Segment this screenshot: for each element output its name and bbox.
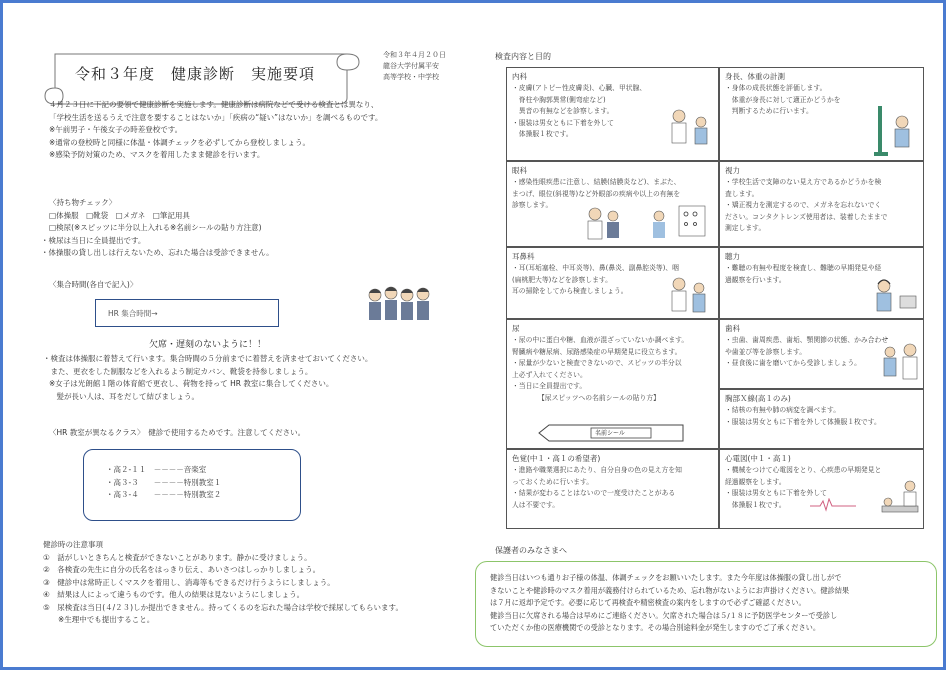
- exam-title: 歯科: [725, 324, 740, 333]
- hearing-test-illustration: [870, 276, 920, 316]
- exam-text: まつげ、眼位(斜視等)など外眼部の疾病や以上の有無を: [512, 189, 681, 198]
- exam-title: 身長、体重の計測: [725, 72, 785, 81]
- class-room-box: [83, 449, 301, 521]
- exam-text: や歯並び等を診察します。: [725, 347, 807, 356]
- exam-text: 人は不要です。: [512, 500, 560, 509]
- exam-title: 視力: [725, 166, 740, 175]
- classes-heading: 〈HR 教室が異なるクラス〉 健診で使用するためです。注意してください。: [49, 428, 306, 437]
- exam-cell-hearing: [719, 247, 924, 319]
- exam-title: 胸部Ｘ線(高１のみ): [725, 394, 791, 403]
- eye-exam-illustration: [583, 204, 713, 244]
- exam-cell-ent: [506, 247, 719, 319]
- class-room-item: ・高２-１１ －－－－音楽室: [106, 465, 207, 474]
- belongings-note: ・体操服の貸し出しは行えないため、忘れた場合は受診できません。: [41, 248, 274, 257]
- class-room-item: ・高３-４ －－－－特別教室２: [106, 490, 222, 499]
- exam-cell-ecg: [719, 449, 924, 529]
- instruction-line: ※女子は光朗館１階の体育館で更衣し、荷物を持って HR 教室に集合してください。: [49, 379, 334, 388]
- exam-text: 上必ず入れてください。: [512, 370, 587, 379]
- ent-exam-illustration: [667, 276, 713, 318]
- intro-line: ４月２３日に下記の要領で健康診断を実施します。健康診断は病院などで受ける検査とは異なり、: [49, 100, 379, 109]
- exam-text: ・耳(耳垢塞栓、中耳炎等)、鼻(鼻炎、副鼻腔炎等)、咽: [512, 264, 679, 272]
- meeting-instructions: [43, 353, 372, 403]
- exam-text: 測定します。: [725, 224, 766, 232]
- exam-text: ・機械をつけて心電図をとり、心疾患の早期発見と: [725, 466, 882, 474]
- exam-cell-dental: [719, 319, 924, 389]
- dental-exam-illustration: [880, 342, 922, 386]
- belongings-section: [41, 197, 274, 260]
- notice-line: きないことや健診時のマスク着用が義務付けられているため、忘れ物がないようにお声掛けください。健診結果: [490, 585, 850, 595]
- exam-title: 聴力: [725, 252, 740, 261]
- exam-title: 色覚(中１・高１の希望者): [512, 454, 601, 463]
- caution-item: ※生理中でも提出すること。: [43, 615, 155, 624]
- ecg-exam-illustration: [880, 480, 922, 524]
- exam-text: ・進路や職業選択にあたり、自分自身の色の見え方を知: [512, 466, 682, 474]
- exam-text: 脊柱や胸郭異常(側弯症など): [512, 95, 606, 104]
- exam-title: 内科: [512, 72, 527, 81]
- intro-line: ※午前男子・午後女子の時差登校です。: [49, 125, 183, 134]
- school-name-2: 高等学校・中学校: [383, 73, 439, 81]
- issue-date: 令和３年４月２０日: [383, 51, 446, 59]
- belongings-heading: 〈持ち物チェック〉: [49, 198, 117, 207]
- exam-text: ・学校生活で支障のない見え方であるかどうかを検: [725, 178, 882, 186]
- exam-text: 腎臓病や糖尿病、尿路感染症の早期発見に役立ちます。: [512, 347, 682, 356]
- exam-text: っておくために行います。: [512, 477, 594, 486]
- exam-text: 査します。: [725, 189, 759, 198]
- exam-text: ださい。コンタクトレンズ使用者は、装着したままで: [725, 212, 888, 221]
- exam-cell-naika: [506, 67, 719, 161]
- hr-time-box: [95, 299, 279, 327]
- cautions-heading: 健診時の注意事項: [43, 540, 103, 549]
- belongings-checklist: □体操服 □靴袋 □メガネ □筆記用具: [49, 210, 190, 220]
- cautions-section: [43, 539, 403, 627]
- intro-line: ※感染予防対策のため、マスクを着用したまま健診を行います。: [49, 150, 265, 159]
- caution-item: ③ 健診中は常時正しくマスクを着用し、消毒等もできるだけ行うようにしましょう。: [43, 577, 335, 587]
- exam-text: 経過観察をします。: [725, 477, 786, 486]
- ecg-wave-icon: [810, 498, 856, 512]
- exam-text: 体操服１枚です。: [725, 500, 786, 509]
- exam-text: ・当日に全員提出です。: [512, 382, 587, 390]
- height-scale-illustration: [872, 104, 920, 158]
- exam-title: 耳鼻科: [512, 252, 535, 261]
- meeting-heading: 〈集合時間(各自で記入)〉: [49, 280, 138, 289]
- guardians-notice: [475, 561, 937, 647]
- exam-cell-ophthalmology: [506, 161, 719, 247]
- exam-text: ・矯正視力を測定するので、メガネを忘れないでく: [725, 201, 882, 209]
- school-name-1: 龍谷大学付属平安: [383, 62, 439, 70]
- attendance-warning: 欠席・遅刻のないように！！: [149, 340, 267, 350]
- exam-text: ・服装は男女ともに下着を外して: [725, 489, 827, 497]
- exam-text: (扁桃肥大等)などを診察します。: [512, 275, 612, 284]
- intro-text: [49, 99, 382, 162]
- page-title: 令和３年度 健康診断 実施要項: [75, 65, 316, 83]
- exam-text: 体操服１枚です。: [512, 130, 573, 138]
- exam-cell-color-vision: [506, 449, 719, 529]
- exam-cell-height-weight: [719, 67, 924, 161]
- name-sticker-label: 名前シール: [595, 430, 625, 437]
- belongings-note: ・検尿は当日に全員提出です。: [41, 235, 146, 245]
- guardians-heading: 保護者のみなさまへ: [495, 546, 567, 555]
- class-room-item: ・高３-３ －－－－特別教室１: [106, 477, 222, 487]
- exam-text: ・身体の成長状態を評価します。: [725, 84, 827, 92]
- belongings-checklist: □検尿(※スピッツに半分以上入れる※名前シールの貼り方注意): [49, 223, 262, 232]
- exam-text: ・服装は男女ともに下着を外して体操服１枚です。: [725, 417, 881, 426]
- exam-cell-xray: [719, 389, 924, 449]
- header-meta: [383, 50, 446, 83]
- students-illustration: [363, 285, 443, 335]
- exam-text: 体重が身長に対して適正かどうかを: [725, 95, 841, 104]
- exam-text: 判断するために行います。: [725, 107, 813, 115]
- exam-text: ・昼食後に歯を磨いてから受診しましょう。: [725, 359, 861, 367]
- exam-text: 過観察を行います。: [725, 275, 786, 284]
- caution-item: ⑤ 尿検査は当日(４/２３)しか提出できません。持ってくるのを忘れた場合は学校で採尿してもらいます。: [43, 602, 403, 612]
- caution-item: ② 各検査の先生に自分の氏名をはっきり伝え、あいさつはしっかりしましょう。: [43, 565, 321, 574]
- exam-heading: 検査内容と目的: [495, 52, 551, 61]
- exam-table: [506, 67, 924, 529]
- exam-text: ・虫歯、歯周疾患、歯垢、顎関節の状態、かみ合わせ: [725, 336, 889, 344]
- exam-text: ・服装は男女ともに下着を外して: [512, 118, 614, 127]
- caution-item: ① 話がしいときちんと検査ができないことがあります。静かに受けましょう。: [43, 552, 312, 562]
- exam-text: 耳の掃除をしてから検査しましょう。: [512, 287, 628, 295]
- intro-line: 「学校生活を送るうえで注意を要することはないか」「疾病の“疑い”はないか」を調べるものです。: [49, 112, 383, 122]
- exam-text: ・結果が変わることはないので一度受けたことがある: [512, 489, 676, 497]
- notice-line: ていただくか他の医療機関での受診となります。その場合別途料金が発生しますのでご了承ください。: [490, 623, 821, 632]
- exam-text: 診察します。: [512, 201, 553, 209]
- exam-text: ・結核の有無や肺の病変を調べます。: [725, 406, 841, 414]
- exam-text: ・皮膚(アトピー性皮膚炎)、心臓、甲状腺、: [512, 84, 647, 92]
- notice-line: は７月に返却予定です。必要に応じて再検査や精密検査の案内をしますので必ずご確認ください。: [490, 598, 806, 607]
- exam-text: ・難聴の有無や程度を検査し、難聴の早期発見や経: [725, 264, 882, 272]
- exam-title: 眼科: [512, 166, 527, 175]
- exam-cell-eyesight: [719, 161, 924, 247]
- caution-item: ④ 結果は人によって違うものです。他人の結果は見ないようにしましょう。: [43, 590, 305, 599]
- instruction-line: また、更衣をした制服などを入れるよう制定カバン、靴袋を持参しましょう。: [43, 366, 313, 376]
- exam-text: 【尿スピッツへの名前シールの貼り方】: [538, 393, 660, 402]
- notice-line: 健診当日に欠席される場合は早めにご連絡ください。欠席された場合は５/１８に予防医学センターで受診し: [490, 610, 838, 620]
- exam-title: 心電図(中１・高１): [725, 454, 791, 463]
- exam-text: 異音の有無などを診察します。: [512, 107, 614, 115]
- notice-line: 健診当日はいつも通りお子様の体温、体調チェックをお願いいたします。また今年度は体操服の貸し出しがで: [490, 573, 842, 582]
- hr-time-label: HR 集合時間→: [108, 309, 158, 318]
- exam-title: 尿: [512, 324, 520, 333]
- intro-line: ※通常の登校時と同様に体温・体調チェックを必ずしてから登校しましょう。: [49, 137, 311, 147]
- exam-text: ・感染性眼疾患に注意し、結膜(結膜炎など)、まぶた、: [512, 178, 681, 186]
- doctor-illustration: [667, 106, 713, 154]
- exam-text: ・尿量が少ないと検査できないので、スピッツの半分以: [512, 359, 682, 367]
- instruction-line: ・検査は体操服に着替えて行います。集合時間の５分前までに着替えを済ませておいてください。: [43, 354, 373, 363]
- instruction-line: 髪が長い人は、耳をだして結びましょう。: [49, 391, 199, 401]
- exam-text: ・尿の中に蛋白や糖、血液が混ざっていないか調べます。: [512, 336, 689, 344]
